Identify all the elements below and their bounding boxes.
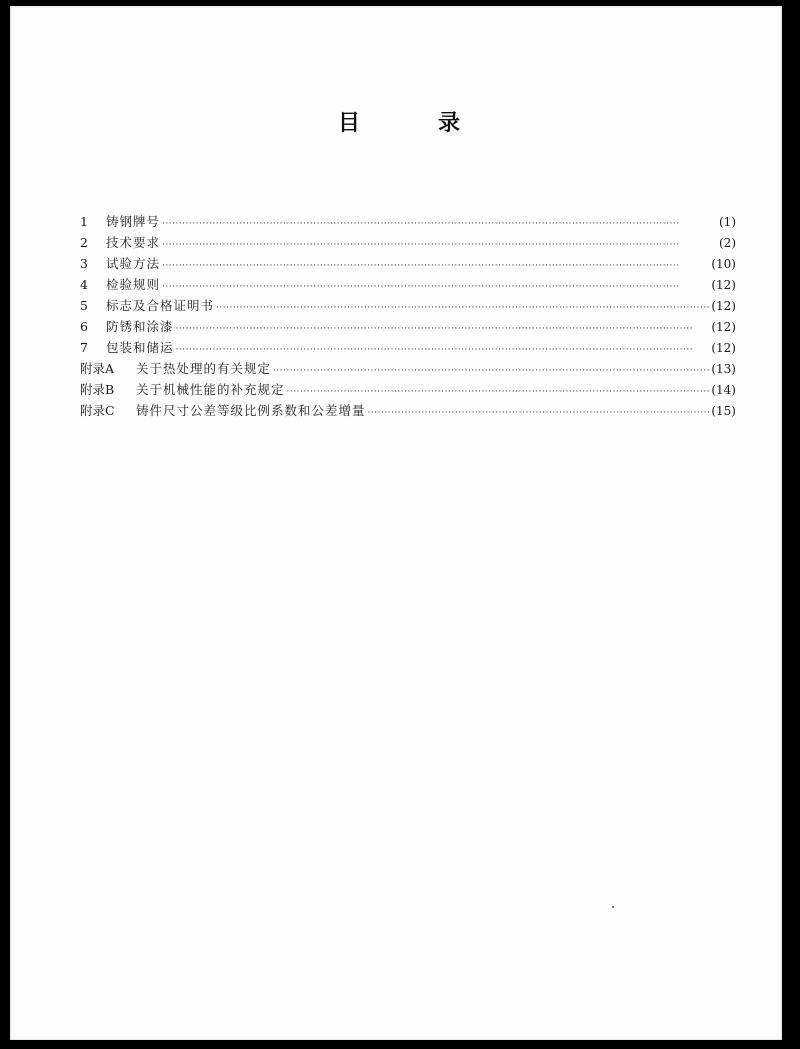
toc-entry-appendix-b (80, 380, 736, 401)
toc-leader-dots (162, 240, 717, 250)
toc-entry-title: 铸件尺寸公差等级比例系数和公差增量 (136, 403, 366, 418)
toc-entry-2 (80, 233, 736, 254)
toc-entry-page: (12) (711, 341, 736, 355)
toc-entry-title: 关于热处理的有关规定 (136, 361, 272, 376)
toc-entry-page: (15) (711, 404, 736, 418)
toc-entry-title: 铸钢牌号 (106, 214, 161, 229)
toc-entry-page: (12) (711, 320, 736, 334)
toc-entry-title: 包装和储运 (106, 340, 174, 355)
toc-entry-number: 1 (80, 214, 88, 229)
toc-entry-number: 附录B (80, 382, 115, 397)
toc-leader-dots (162, 282, 709, 292)
toc-entry-number: 附录C (80, 403, 115, 418)
toc-leader-dots (216, 303, 709, 313)
table-of-contents (80, 212, 736, 422)
toc-leader-dots (176, 324, 710, 334)
toc-entry-title: 检验规则 (106, 277, 161, 292)
toc-leader-dots (368, 408, 710, 418)
toc-entry-page: (13) (711, 362, 736, 376)
scan-border (782, 0, 800, 1049)
toc-entry-7 (80, 338, 736, 359)
toc-entry-number: 4 (80, 277, 88, 292)
page-title: 目 录 (337, 111, 488, 136)
toc-leader-dots (162, 219, 717, 229)
toc-entry-1 (80, 212, 736, 233)
toc-leader-dots (273, 366, 709, 376)
toc-entry-page: (12) (711, 278, 736, 292)
toc-entry-title: 试验方法 (106, 256, 161, 271)
toc-entry-4 (80, 275, 736, 296)
toc-leader-dots (176, 345, 710, 355)
toc-entry-title: 技术要求 (106, 235, 161, 250)
toc-entry-number: 6 (80, 319, 88, 334)
toc-entry-appendix-c (80, 401, 736, 422)
toc-entry-number: 附录A (80, 361, 115, 376)
document-page (10, 6, 782, 1040)
toc-entry-3 (80, 254, 736, 275)
toc-entry-page: (14) (711, 383, 736, 397)
toc-entry-title: 关于机械性能的补充规定 (136, 382, 285, 397)
toc-leader-dots (162, 261, 709, 271)
toc-entry-number: 2 (80, 235, 88, 250)
toc-entry-number: 3 (80, 256, 88, 271)
toc-leader-dots (287, 387, 710, 397)
toc-entry-number: 5 (80, 298, 88, 313)
toc-entry-number: 7 (80, 340, 88, 355)
toc-entry-title: 防锈和涂漆 (106, 319, 174, 334)
scan-speck (612, 906, 614, 908)
toc-entry-5 (80, 296, 736, 317)
toc-entry-6 (80, 317, 736, 338)
toc-entry-appendix-a (80, 359, 736, 380)
toc-entry-page: (2) (719, 236, 736, 250)
toc-entry-title: 标志及合格证明书 (106, 298, 215, 313)
toc-entry-page: (12) (711, 299, 736, 313)
toc-entry-page: (1) (719, 215, 736, 229)
toc-entry-page: (10) (711, 257, 736, 271)
